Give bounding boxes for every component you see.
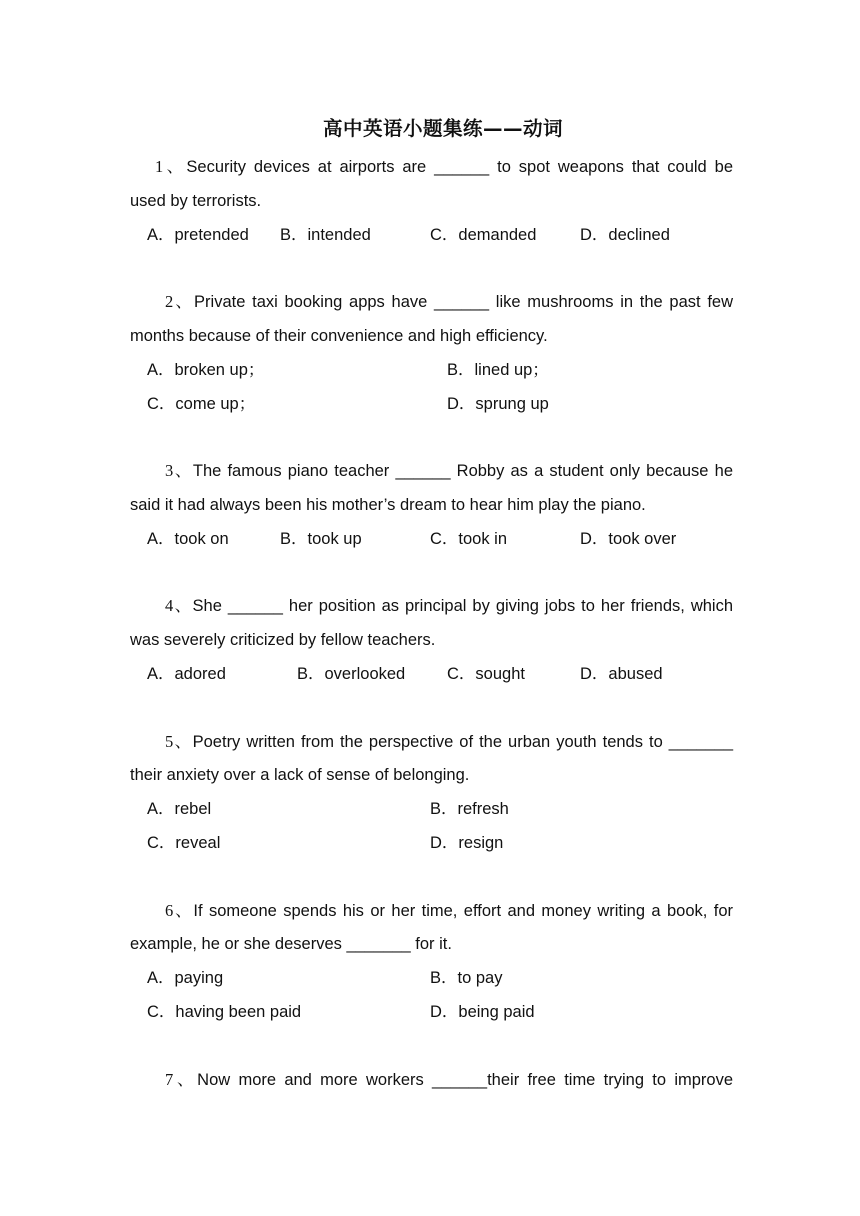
question-5-stem-continued: their anxiety over a lack of sense of belonging.	[130, 766, 470, 784]
question-6-option-c[interactable]: C．having been paid	[147, 1003, 302, 1021]
question-number: 3	[165, 461, 174, 480]
question-1-stem-continued: used by terrorists.	[130, 192, 262, 210]
question-separator: 、	[173, 293, 195, 311]
question-6-stem	[130, 901, 733, 921]
question-text: If someone spends his or her time, effort and money writing a book, for	[193, 902, 734, 920]
question-5-option-c[interactable]: C．reveal	[147, 834, 221, 852]
question-4-option-a[interactable]: A．adored	[147, 665, 226, 683]
question-2-stem-continued: months because of their convenience and high efficiency.	[130, 327, 548, 345]
question-2-option-c[interactable]: C．come up；	[147, 395, 256, 413]
question-4-option-c[interactable]: C．sought	[447, 665, 525, 683]
question-5-option-b[interactable]: B．refresh	[430, 800, 509, 818]
question-2-stem	[130, 292, 733, 312]
question-number: 1	[155, 157, 164, 176]
question-3-option-c[interactable]: C．took in	[430, 530, 508, 548]
question-text: The famous piano teacher ______ Robby as a student only because he	[192, 462, 733, 480]
question-separator: 、	[163, 158, 187, 176]
question-4-option-b[interactable]: B．overlooked	[297, 665, 406, 683]
question-6-stem-continued: example, he or she deserves _______ for it.	[130, 935, 452, 953]
question-separator: 、	[173, 733, 193, 751]
question-text: Private taxi booking apps have ______ like mushrooms in the past few	[194, 293, 734, 311]
question-number: 5	[165, 732, 174, 751]
question-3-option-a[interactable]: A．took on	[147, 530, 229, 548]
question-4-stem-continued: was severely criticized by fellow teachers.	[130, 631, 436, 649]
question-4-stem	[130, 596, 733, 616]
question-7-stem	[130, 1070, 733, 1090]
question-6-option-a[interactable]: A．paying	[147, 969, 224, 987]
question-separator: 、	[173, 1071, 198, 1089]
question-5-option-d[interactable]: D．resign	[430, 834, 504, 852]
question-5-stem	[130, 732, 733, 752]
question-3-stem-continued: said it had always been his mother’s dream to hear him play the piano.	[130, 496, 646, 514]
question-4-option-d[interactable]: D．abused	[580, 665, 663, 683]
question-5-option-a[interactable]: A．rebel	[147, 800, 212, 818]
question-1-option-d[interactable]: D．declined	[580, 226, 670, 244]
question-separator: 、	[173, 902, 194, 920]
question-2-option-d[interactable]: D．sprung up	[447, 395, 549, 413]
question-2-option-a[interactable]: A．broken up；	[147, 361, 265, 379]
question-3-stem	[130, 461, 733, 481]
question-text: Now more and more workers ______their free time trying to improve	[197, 1071, 733, 1089]
question-1-option-c[interactable]: C．demanded	[430, 226, 537, 244]
question-text: Security devices at airports are ______ to spot weapons that could be	[186, 158, 733, 176]
question-number: 6	[165, 901, 174, 920]
question-number: 2	[165, 292, 174, 311]
question-text: Poetry written from the perspective of the urban youth tends to _______	[192, 733, 734, 751]
question-2-option-b[interactable]: B．lined up；	[447, 361, 549, 379]
question-number: 4	[165, 596, 174, 615]
question-3-option-d[interactable]: D．took over	[580, 530, 677, 548]
question-separator: 、	[173, 597, 193, 615]
question-1-option-a[interactable]: A．pretended	[147, 226, 249, 244]
question-text: She ______ her position as principal by giving jobs to her friends, which	[192, 597, 734, 615]
question-6-option-d[interactable]: D．being paid	[430, 1003, 535, 1021]
question-1-option-b[interactable]: B．intended	[280, 226, 371, 244]
question-3-option-b[interactable]: B．took up	[280, 530, 362, 548]
document-title: 高中英语小题集练——动词	[322, 117, 563, 140]
question-separator: 、	[173, 462, 193, 480]
question-1-stem	[130, 157, 733, 177]
question-6-option-b[interactable]: B．to pay	[430, 969, 503, 987]
question-number: 7	[165, 1070, 174, 1089]
